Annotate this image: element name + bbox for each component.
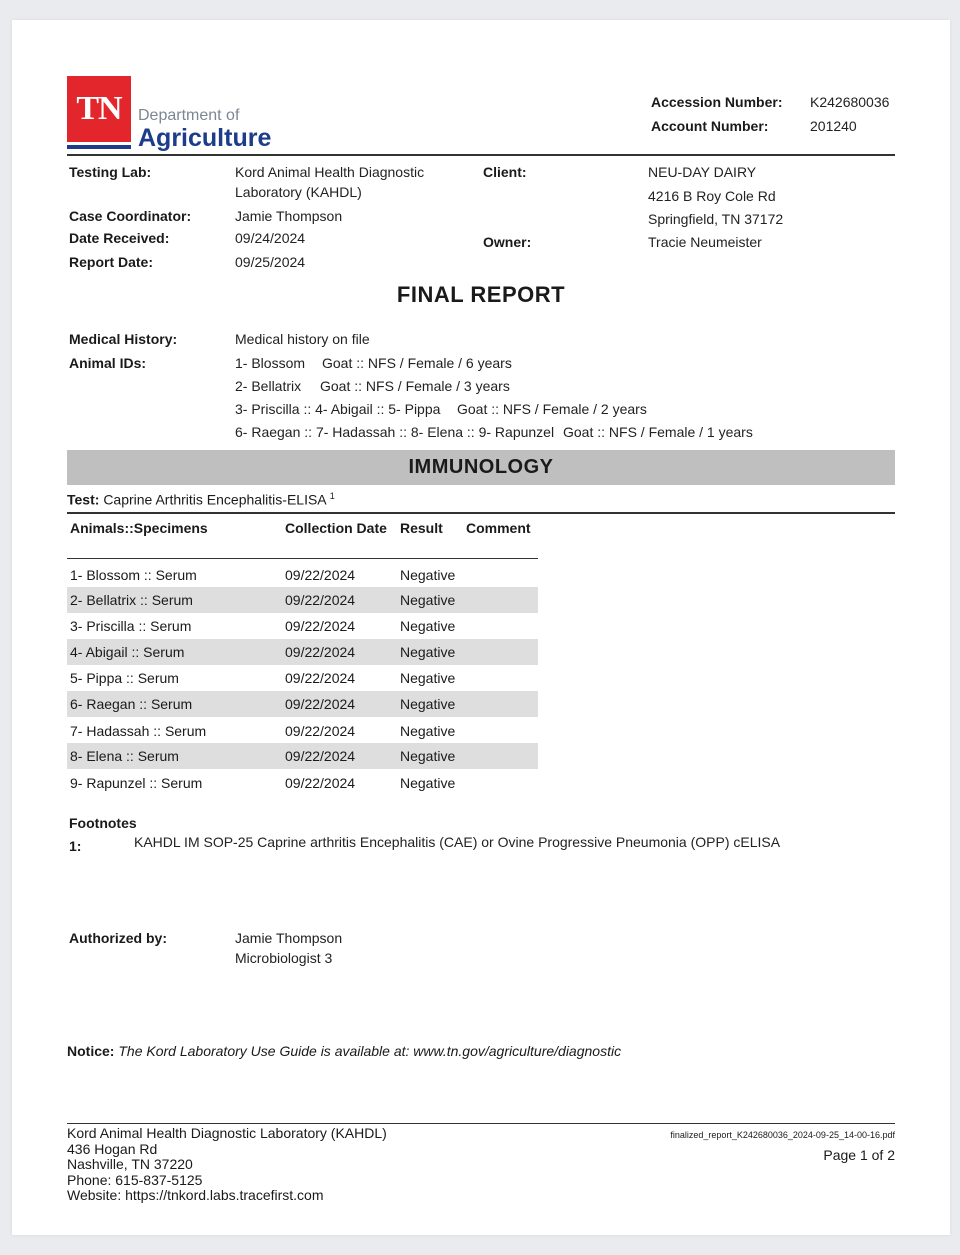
accession-value: K242680036 bbox=[810, 94, 890, 110]
table-row bbox=[67, 562, 538, 588]
cell-date: 09/22/2024 bbox=[285, 775, 356, 791]
logo-underline bbox=[67, 145, 131, 149]
table-row bbox=[67, 770, 538, 796]
notice-url[interactable]: www.tn.gov/agriculture/diagnostic bbox=[413, 1043, 622, 1059]
notice-text: The Kord Laboratory Use Guide is available at: bbox=[118, 1043, 410, 1059]
footer-page-number: Page 1 of 2 bbox=[823, 1147, 895, 1163]
case-coordinator-value: Jamie Thompson bbox=[235, 208, 343, 224]
cell-result: Negative bbox=[400, 618, 456, 634]
client-label: Client: bbox=[483, 164, 527, 180]
cell-date: 09/22/2024 bbox=[285, 670, 356, 686]
footer-address bbox=[67, 1126, 387, 1204]
owner-label: Owner: bbox=[483, 234, 532, 250]
footer-website[interactable]: Website: https://tnkord.labs.tracefirst.com bbox=[67, 1187, 324, 1203]
authorized-label: Authorized by: bbox=[69, 930, 167, 946]
footnote-text: KAHDL IM SOP-25 Caprine arthritis Encephalitis (CAE) or Ovine Progressive Pneumonia (OPP) cELISA bbox=[134, 834, 781, 850]
logo-mark: TN bbox=[76, 90, 122, 127]
section-header bbox=[67, 450, 895, 485]
cell-result: Negative bbox=[400, 723, 456, 739]
col-header-result: Result bbox=[400, 520, 443, 536]
report-date-label: Report Date: bbox=[69, 254, 154, 270]
footer-phone: Phone: 615-837-5125 bbox=[67, 1171, 203, 1188]
header-rule bbox=[67, 154, 895, 156]
table-row bbox=[67, 587, 538, 613]
notice: Notice: The Kord Laboratory Use Guide is available at: www.tn.gov/agriculture/diagnostic bbox=[67, 1043, 622, 1059]
animal-id-line-desc: Goat :: NFS / Female / 1 years bbox=[563, 424, 753, 440]
medical-history-label: Medical History: bbox=[69, 331, 178, 347]
footnote-number: 1: bbox=[69, 838, 82, 854]
cell-result: Negative bbox=[400, 670, 456, 686]
section-title: IMMUNOLOGY bbox=[408, 456, 554, 478]
cell-date: 09/22/2024 bbox=[285, 644, 356, 660]
cell-result: Negative bbox=[400, 748, 456, 764]
cell-result: Negative bbox=[400, 567, 456, 583]
animal-id-line-names: 6- Raegan :: 7- Hadassah :: 8- Elena :: 9- Rapunzel bbox=[235, 424, 555, 440]
test-name: Caprine Arthritis Encephalitis-ELISA bbox=[103, 491, 326, 508]
cell-date: 09/22/2024 bbox=[285, 748, 356, 764]
cell-result: Negative bbox=[400, 644, 456, 660]
cell-date: 09/22/2024 bbox=[285, 567, 356, 583]
table-header-rule bbox=[67, 558, 538, 559]
client-name: NEU-DAY DAIRY bbox=[648, 164, 757, 180]
cell-date: 09/22/2024 bbox=[285, 723, 356, 739]
tn-logo bbox=[67, 76, 131, 142]
col-header-comment: Comment bbox=[466, 520, 531, 536]
test-line bbox=[67, 491, 335, 508]
animal-ids-label: Animal IDs: bbox=[69, 355, 147, 371]
test-rule bbox=[67, 512, 895, 514]
medical-history-value: Medical history on file bbox=[235, 331, 370, 347]
testing-lab-line2: Laboratory (KAHDL) bbox=[235, 184, 362, 200]
cell-specimen: 4- Abigail :: Serum bbox=[70, 644, 185, 660]
animal-id-line-names: 2- Bellatrix bbox=[235, 378, 302, 394]
cell-specimen: 3- Priscilla :: Serum bbox=[70, 618, 192, 634]
logo-department-text: Department of bbox=[138, 107, 240, 124]
cell-specimen: 8- Elena :: Serum bbox=[70, 748, 179, 764]
case-coordinator-label: Case Coordinator: bbox=[69, 208, 192, 224]
notice-label: Notice bbox=[67, 1043, 110, 1059]
report-title: FINAL REPORT bbox=[396, 282, 566, 307]
authorized-title: Microbiologist 3 bbox=[235, 950, 333, 966]
footer-city: Nashville, TN 37220 bbox=[67, 1156, 193, 1172]
test-footnote-ref: 1 bbox=[329, 491, 335, 501]
animal-id-line-desc: Goat :: NFS / Female / 6 years bbox=[322, 355, 512, 371]
animal-id-line-names: 3- Priscilla :: 4- Abigail :: 5- Pippa bbox=[235, 401, 441, 417]
table-row bbox=[67, 639, 538, 665]
account-label: Account Number: bbox=[651, 118, 769, 134]
footer-street: 436 Hogan Rd bbox=[67, 1140, 158, 1157]
col-header-specimens: Animals::Specimens bbox=[70, 520, 208, 536]
animal-id-line-desc: Goat :: NFS / Female / 3 years bbox=[320, 378, 510, 394]
table-row bbox=[67, 613, 538, 639]
footnotes-label: Footnotes bbox=[69, 815, 137, 831]
date-received-value: 09/24/2024 bbox=[235, 230, 306, 246]
footer-lab-name: Kord Animal Health Diagnostic Laboratory (KAHDL) bbox=[67, 1125, 387, 1141]
account-value: 201240 bbox=[810, 118, 857, 134]
report-page bbox=[12, 20, 950, 1235]
testing-lab-line1: Kord Animal Health Diagnostic bbox=[235, 164, 425, 180]
logo-agriculture-text: Agriculture bbox=[138, 124, 272, 152]
client-city: Springfield, TN 37172 bbox=[648, 211, 784, 227]
table-row bbox=[67, 718, 538, 744]
test-label: Test: bbox=[67, 491, 100, 508]
cell-result: Negative bbox=[400, 592, 456, 608]
cell-date: 09/22/2024 bbox=[285, 696, 356, 712]
cell-specimen: 9- Rapunzel :: Serum bbox=[70, 775, 203, 791]
cell-result: Negative bbox=[400, 696, 456, 712]
table-row bbox=[67, 691, 538, 717]
footer-filename: finalized_report_K242680036_2024-09-25_14-00-16.pdf bbox=[670, 1130, 895, 1140]
animal-id-line-desc: Goat :: NFS / Female / 2 years bbox=[457, 401, 647, 417]
cell-date: 09/22/2024 bbox=[285, 618, 356, 634]
client-address: 4216 B Roy Cole Rd bbox=[648, 188, 776, 204]
authorized-name: Jamie Thompson bbox=[235, 930, 343, 946]
cell-specimen: 6- Raegan :: Serum bbox=[70, 696, 193, 712]
accession-label: Accession Number: bbox=[651, 94, 783, 110]
footer-rule bbox=[67, 1123, 895, 1124]
cell-result: Negative bbox=[400, 775, 456, 791]
cell-specimen: 2- Bellatrix :: Serum bbox=[70, 592, 193, 608]
date-received-label: Date Received: bbox=[69, 230, 170, 246]
cell-date: 09/22/2024 bbox=[285, 592, 356, 608]
cell-specimen: 7- Hadassah :: Serum bbox=[70, 723, 207, 739]
col-header-collection-date: Collection Date bbox=[285, 520, 387, 536]
table-row bbox=[67, 665, 538, 691]
cell-specimen: 5- Pippa :: Serum bbox=[70, 670, 179, 686]
report-date-value: 09/25/2024 bbox=[235, 254, 306, 270]
cell-specimen: 1- Blossom :: Serum bbox=[70, 567, 197, 583]
testing-lab-label: Testing Lab: bbox=[69, 164, 152, 180]
table-row bbox=[67, 743, 538, 769]
animal-id-line-names: 1- Blossom bbox=[235, 355, 306, 371]
owner-value: Tracie Neumeister bbox=[648, 234, 762, 250]
